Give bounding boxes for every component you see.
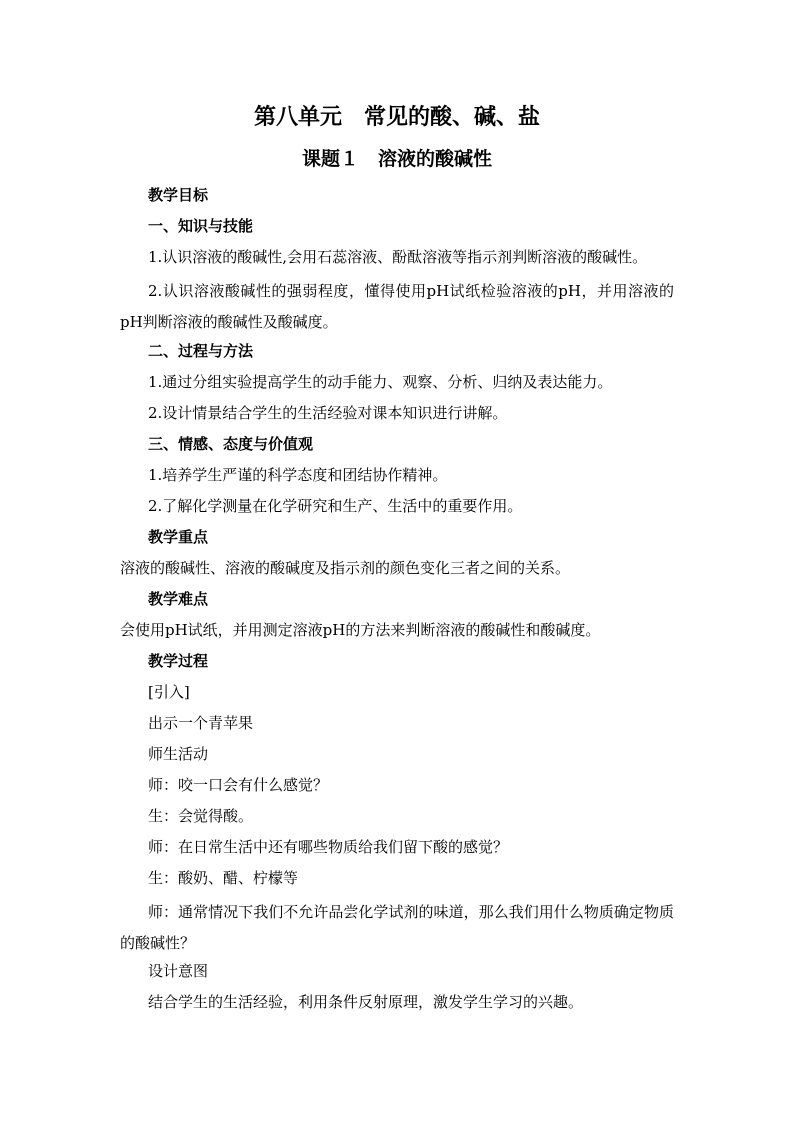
knowledge-item-1: 1.认识溶液的酸碱性,会用石蕊溶液、酚酞溶液等指示剂判断溶液的酸碱性。 <box>148 248 648 266</box>
show-apple-text: 出示一个青苹果 <box>148 714 254 732</box>
difficulties-text: 会使用pH试纸，并用测定溶液pH的方法来判断溶液的酸碱性和酸碱度。 <box>120 621 601 639</box>
unit-title: 第八单元 常见的酸、碱、盐 <box>253 105 540 130</box>
process-method-item-1: 1.通过分组实验提高学生的动手能力、观察、分析、归纳及表达能力。 <box>148 373 613 391</box>
key-points-heading: 教学重点 <box>148 528 209 546</box>
intro-label: [引入] <box>148 683 190 701</box>
emotion-item-2: 2.了解化学测量在化学研究和生产、生活中的重要作用。 <box>148 497 523 515</box>
knowledge-heading: 一、知识与技能 <box>148 217 254 235</box>
teaching-process-heading: 教学过程 <box>148 652 209 670</box>
design-intent-heading: 设计意图 <box>148 962 209 980</box>
key-points-text: 溶液的酸碱性、溶液的酸碱度及指示剂的颜色变化三者之间的关系。 <box>120 559 571 577</box>
knowledge-item-2: 2.认识溶液酸碱性的强弱程度，懂得使用pH试纸检验溶液的pH，并用溶液的pH判断溶液的酸碱性及酸碱度。 <box>120 282 674 331</box>
activity-label: 师生活动 <box>148 745 209 763</box>
design-intent-text: 结合学生的生活经验，利用条件反射原理，激发学生学习的兴趣。 <box>148 993 584 1011</box>
process-method-item-2: 2.设计情景结合学生的生活经验对课本知识进行讲解。 <box>148 404 508 422</box>
emotion-heading: 三、情感、态度与价值观 <box>148 435 314 453</box>
difficulties-heading: 教学难点 <box>148 590 209 608</box>
dialogue-line-2: 生：会觉得酸。 <box>148 807 254 825</box>
objectives-heading: 教学目标 <box>148 186 209 204</box>
lesson-title: 课题１ 溶液的酸碱性 <box>301 148 492 170</box>
dialogue-line-4: 生：酸奶、醋、柠檬等 <box>148 869 299 887</box>
dialogue-line-3: 师：在日常生活中还有哪些物质给我们留下酸的感觉？ <box>148 838 509 856</box>
dialogue-line-5: 师：通常情况下我们不允许品尝化学试剂的味道，那么我们用什么物质确定物质的酸碱性？ <box>120 903 674 952</box>
process-method-heading: 二、过程与方法 <box>148 342 254 360</box>
dialogue-line-1: 师：咬一口会有什么感觉？ <box>148 776 329 794</box>
emotion-item-1: 1.培养学生严谨的科学态度和团结协作精神。 <box>148 466 448 484</box>
